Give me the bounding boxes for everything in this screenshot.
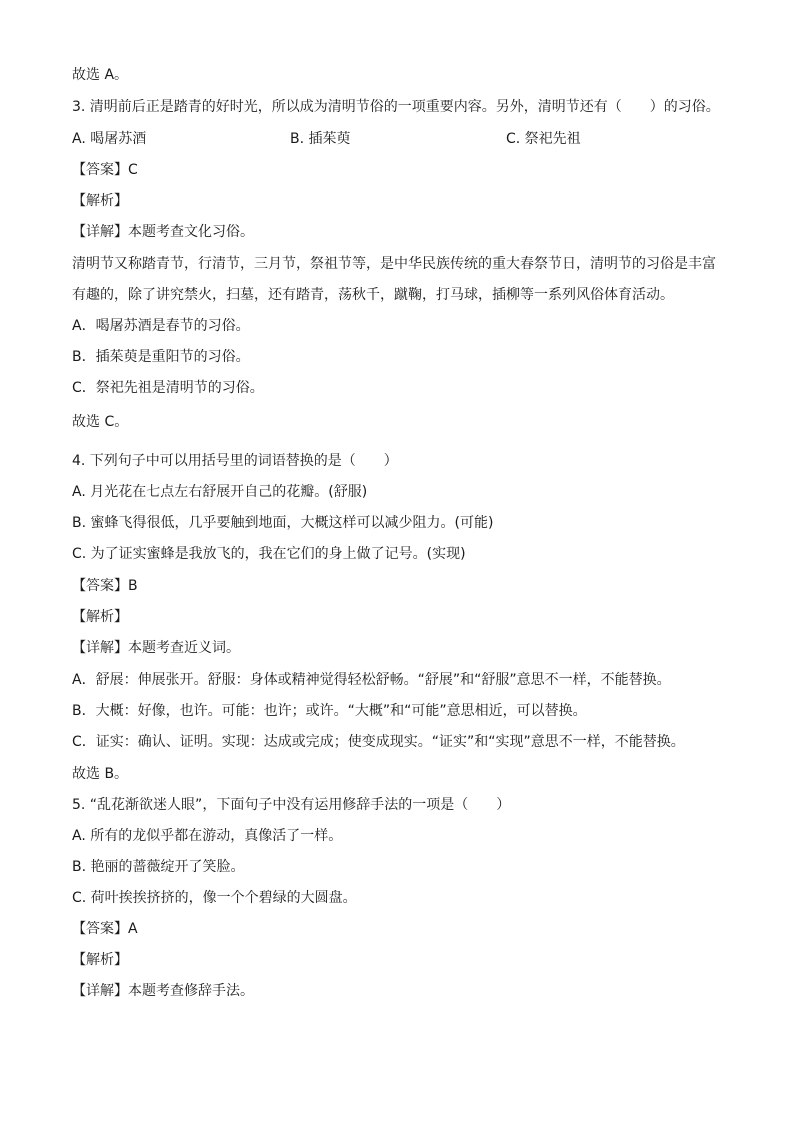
q5-option-b: B. 艳丽的蔷薇绽开了笑脸。 bbox=[72, 859, 245, 875]
question-5: 5. “乱花渐欲迷人眼”，下面句子中没有运用修辞手法的一项是（ ） bbox=[72, 797, 511, 813]
q5-analysis-heading: 【解析】 bbox=[72, 952, 128, 968]
q3-note-a: A．喝屠苏酒是春节的习俗。 bbox=[72, 318, 250, 334]
q3-option-b: B. 插茱萸 bbox=[290, 131, 351, 147]
q3-answer: 【答案】C bbox=[72, 162, 138, 178]
q4-option-b: B. 蜜蜂飞得很低，几乎要触到地面，大概这样可以减少阻力。(可能) bbox=[72, 515, 494, 531]
q4-analysis-heading: 【解析】 bbox=[72, 609, 128, 625]
q3-detail: 【详解】本题考查文化习俗。 bbox=[72, 224, 254, 240]
question-4: 4. 下列句子中可以用括号里的词语替换的是（ ） bbox=[72, 453, 398, 469]
q4-note-c: C．证实：确认、证明。实现：达成或完成；使变成现实。“证实”和“实现”意思不一样，不能替换。 bbox=[72, 734, 685, 750]
answer-conclusion-q2: 故选 A。 bbox=[72, 67, 129, 83]
q4-answer: 【答案】B bbox=[72, 578, 138, 594]
q3-analysis-heading: 【解析】 bbox=[72, 193, 128, 209]
q3-option-a: A. 喝屠苏酒 bbox=[72, 131, 147, 147]
answer-conclusion-q3: 故选 C。 bbox=[72, 414, 129, 430]
question-3: 3. 清明前后正是踏青的好时光，所以成为清明节俗的一项重要内容。另外，清明节还有（ ）的习俗。 bbox=[72, 99, 720, 115]
q3-explanation-line-2: 有趣的，除了讲究禁火，扫墓，还有踏青，荡秋千，蹴鞠，打马球，插柳等一系列风俗体育活动。 bbox=[72, 287, 674, 303]
answer-conclusion-q4: 故选 B。 bbox=[72, 766, 129, 782]
q3-option-c: C. 祭祀先祖 bbox=[506, 131, 581, 147]
q4-note-a: A．舒展：伸展张开。舒服：身体或精神觉得轻松舒畅。“舒展”和“舒服”意思不一样，不能替换。 bbox=[72, 672, 671, 688]
q5-answer: 【答案】A bbox=[72, 921, 138, 937]
q4-option-a: A. 月光花在七点左右舒展开自己的花瓣。(舒服) bbox=[72, 484, 368, 500]
q4-note-b: B．大概：好像，也许。可能：也许；或许。“大概”和“可能”意思相近，可以替换。 bbox=[72, 703, 587, 719]
q3-explanation-line-1: 清明节又称踏青节，行清节，三月节，祭祖节等，是中华民族传统的重大春祭节日，清明节的习俗是丰富 bbox=[72, 256, 716, 272]
q3-note-c: C．祭祀先祖是清明节的习俗。 bbox=[72, 380, 264, 396]
q5-detail: 【详解】本题考查修辞手法。 bbox=[72, 983, 254, 999]
q3-note-b: B．插茱萸是重阳节的习俗。 bbox=[72, 349, 250, 365]
q4-option-c: C. 为了证实蜜蜂是我放飞的，我在它们的身上做了记号。(实现) bbox=[72, 546, 466, 562]
q5-option-c: C. 荷叶挨挨挤挤的，像一个个碧绿的大圆盘。 bbox=[72, 890, 357, 906]
q4-detail: 【详解】本题考查近义词。 bbox=[72, 640, 240, 656]
q5-option-a: A. 所有的龙似乎都在游动，真像活了一样。 bbox=[72, 828, 343, 844]
